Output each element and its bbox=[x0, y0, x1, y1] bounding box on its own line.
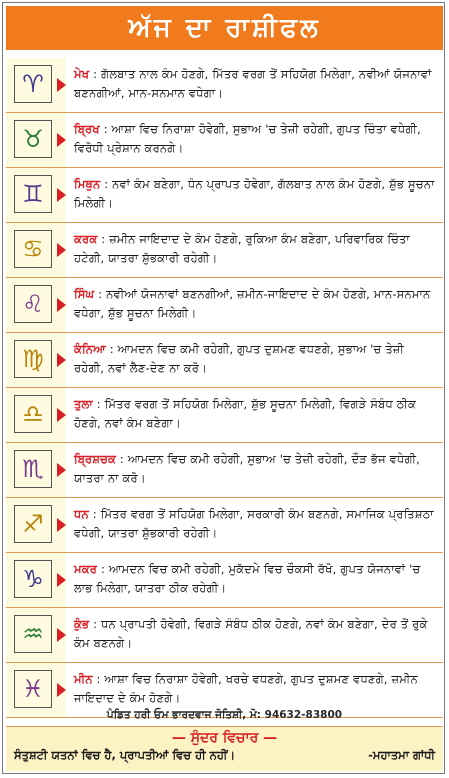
capricorn-icon bbox=[14, 560, 52, 598]
sign-icon-box bbox=[6, 498, 66, 552]
prediction-body: : ਨਵੀਆਂ ਯੋਜਨਾਵਾਂ ਬਣਨਗੀਆਂ, ਜ਼ਮੀਨ-ਜਾਇਦਾਦ ਦੇ ਕੰਮ ਹੋਣਗੇ, ਮਾਨ-ਸਨਮਾਨ ਵਧੇਗਾ, ਸ਼ੁੱਭ ਸੂਚਨਾ ਮਿਲੇਗੀ। bbox=[74, 287, 431, 320]
scorpio-icon bbox=[14, 450, 52, 488]
horoscope-row bbox=[6, 58, 443, 113]
prediction-text bbox=[66, 333, 443, 387]
sign-name: ਬ੍ਰਿਖ bbox=[74, 122, 100, 136]
prediction-body: : ਆਮਦਨ ਵਿਚ ਕਮੀ ਰਹੇਗੀ, ਮੁਕੱਦਮੇ ਵਿਚ ਚੌਕਸੀ ਰੱਖੋ, ਗੁਪਤ ਯੋਜਨਾਵਾਂ 'ਚ ਲਾਭ ਮਿਲੇਗਾ, ਯਾਤਰਾ ਠੀਕ ਰਹੇਗੀ। bbox=[74, 562, 421, 595]
sign-icon-box bbox=[6, 443, 66, 497]
prediction-body: : ਨਵਾਂ ਕੰਮ ਬਣੇਗਾ, ਧੰਨ ਪ੍ਰਾਪਤ ਹੋਵੇਗਾ, ਗੱਲਬਾਤ ਨਾਲ ਕੰਮ ਹੋਣਗੇ, ਸ਼ੁੱਭ ਸੂਚਨਾ ਮਿਲੇਗੀ। bbox=[74, 177, 435, 210]
sign-name: ਕੁੰਭ bbox=[74, 617, 90, 631]
prediction-text bbox=[66, 223, 443, 277]
sign-name: ਸਿੰਘ bbox=[74, 287, 95, 301]
sign-glyph: ♍ bbox=[22, 345, 44, 373]
sign-icon-box bbox=[6, 58, 66, 112]
quote-text: ਸੰਤੁਸ਼ਟੀ ਯਤਨਾਂ ਵਿਚ ਹੈ, ਪ੍ਰਾਪਤੀਆਂ ਵਿਚ ਹੀ ਨਹੀਂ। bbox=[14, 748, 236, 762]
horoscope-row bbox=[6, 278, 443, 333]
virgo-icon bbox=[14, 340, 52, 378]
taurus-icon bbox=[14, 120, 52, 158]
prediction-body: : ਮਿੱਤਰ ਵਰਗ ਤੋਂ ਸਹਿਯੋਗ ਮਿਲੇਗਾ, ਸ਼ੁੱਭ ਸੂਚਨਾ ਮਿਲੇਗੀ, ਵਿਗੜੇ ਸੰਬੰਧ ਠੀਕ ਹੋਣਗੇ, ਨਵਾਂ ਕੰਮ ਬਣੇਗਾ। bbox=[74, 397, 416, 430]
astrologer-credit: ਪੰਡਿਤ ਹਰੀ ਓਮ ਭਾਰਦਵਾਜ ਜੋਤਿਸ਼ੀ, ਮੋ: 94632-83800 bbox=[6, 704, 443, 727]
prediction-body: : ਆਮਦਨ ਵਿਚ ਕਮੀ ਰਹੇਗੀ, ਸੁਭਾਅ 'ਚ ਤੇਜ਼ੀ ਰਹੇਗੀ, ਦੌੜ ਭੱਜ ਵਧੇਗੀ, ਯਾਤਰਾ ਨਾ ਕਰੋ। bbox=[74, 452, 420, 485]
horoscope-row bbox=[6, 443, 443, 498]
quote-title: — ਸੁੰਦਰ ਵਿਚਾਰ — bbox=[171, 730, 278, 746]
pointer-arrow-icon bbox=[57, 78, 66, 92]
sign-glyph: ♊ bbox=[22, 180, 44, 208]
prediction-text bbox=[66, 388, 443, 442]
horoscope-row bbox=[6, 333, 443, 388]
quote-line bbox=[6, 746, 443, 763]
pointer-arrow-icon bbox=[57, 133, 66, 147]
pointer-arrow-icon bbox=[57, 518, 66, 532]
prediction-body: : ਆਮਦਨ ਵਿਚ ਕਮੀ ਰਹੇਗੀ, ਗੁਪਤ ਦੁਸ਼ਮਣ ਵਧਣਗੇ, ਸੁਭਾਅ 'ਚ ਤੇਜ਼ੀ ਰਹੇਗੀ, ਨਵਾਂ ਲੈਣ-ਦੇਣ ਨਾ ਕਰੋ। bbox=[74, 342, 405, 375]
quote-author: -ਮਹਾਤਮਾ ਗਾਂਧੀ bbox=[368, 748, 435, 762]
page-title: ਅੱਜ ਦਾ ਰਾਸ਼ੀਫਲ bbox=[128, 12, 321, 43]
prediction-body: : ਆਸ਼ਾ ਵਿਚ ਨਿਰਾਸ਼ਾ ਹੋਵੇਗੀ, ਖਰਚੇ ਵਧਣਗੇ, ਗੁਪਤ ਦੁਸ਼ਮਣ ਵਧਣਗੇ, ਜ਼ਮੀਨ ਜਾਇਦਾਦ ਦੇ ਕੰਮ ਹੋਣਗੇ। bbox=[74, 672, 418, 705]
sign-name: ਕਰਕ bbox=[74, 232, 98, 246]
sagittarius-icon bbox=[14, 505, 52, 543]
pointer-arrow-icon bbox=[57, 628, 66, 642]
sign-name: ਤੁਲਾ bbox=[74, 397, 93, 411]
horoscope-list bbox=[6, 58, 443, 718]
pointer-arrow-icon bbox=[57, 298, 66, 312]
sign-glyph: ♉ bbox=[22, 125, 44, 153]
prediction-body: : ਮਿੱਤਰ ਵਰਗ ਤੋਂ ਸਹਿਯੋਗ ਮਿਲੇਗਾ, ਸਰਕਾਰੀ ਕੰਮ ਬਣਨਗੇ, ਸਮਾਜਿਕ ਪ੍ਰਤਿਸ਼ਠਾ ਵਧੇਗੀ, ਯਾਤਰਾ ਸ਼ੁੱਭਕਾਰੀ ਰਹੇਗੀ। bbox=[74, 507, 434, 540]
sign-name: ਮਿਥੁਨ bbox=[74, 177, 101, 191]
prediction-text bbox=[66, 113, 443, 167]
prediction-body: : ਜ਼ਮੀਨ ਜਾਇਦਾਦ ਦੇ ਕੰਮ ਹੋਣਗੇ, ਰੁਕਿਆ ਕੰਮ ਬਣੇਗਾ, ਪਰਿਵਾਰਿਕ ਚਿੰਤਾ ਹਟੇਗੀ, ਯਾਤਰਾ ਸ਼ੁੱਭਕਾਰੀ ਰਹੇਗੀ। bbox=[74, 232, 410, 265]
pointer-arrow-icon bbox=[57, 243, 66, 257]
horoscope-row bbox=[6, 168, 443, 223]
pointer-arrow-icon bbox=[57, 683, 66, 697]
horoscope-row bbox=[6, 553, 443, 608]
prediction-body: : ਆਸ਼ਾ ਵਿਚ ਨਿਰਾਸ਼ਾ ਹੋਵੇਗੀ, ਸੁਭਾਅ 'ਚ ਤੇਜ਼ੀ ਰਹੇਗੀ, ਗੁਪਤ ਚਿੰਤਾ ਵਧੇਗੀ, ਵਿਰੋਧੀ ਪ੍ਰੇਸ਼ਾਨ ਕਰਨਗੇ। bbox=[74, 122, 421, 155]
prediction-text bbox=[66, 443, 443, 497]
sign-glyph: ♎ bbox=[22, 400, 44, 428]
leo-icon bbox=[14, 285, 52, 323]
prediction-body: : ਧਨ ਪ੍ਰਾਪਤੀ ਹੋਵੇਗੀ, ਵਿਗੜੇ ਸੰਬੰਧ ਠੀਕ ਹੋਣਗੇ, ਨਵਾਂ ਕੰਮ ਬਣੇਗਾ, ਦੇਰ ਤੋਂ ਰੁਕੇ ਕੰਮ ਬਣਨਗੇ। bbox=[74, 617, 428, 650]
sign-name: ਬ੍ਰਿਸ਼ਚਕ bbox=[74, 452, 117, 466]
horoscope-row bbox=[6, 608, 443, 663]
prediction-text bbox=[66, 553, 443, 607]
sign-glyph: ♋ bbox=[22, 235, 44, 263]
sign-glyph: ♓ bbox=[22, 675, 44, 703]
horoscope-row bbox=[6, 498, 443, 553]
pointer-arrow-icon bbox=[57, 188, 66, 202]
pointer-arrow-icon bbox=[57, 573, 66, 587]
sign-icon-box bbox=[6, 333, 66, 387]
sign-icon-box bbox=[6, 223, 66, 277]
prediction-text bbox=[66, 498, 443, 552]
sign-glyph: ♏ bbox=[22, 455, 44, 483]
pointer-arrow-icon bbox=[57, 408, 66, 422]
horoscope-row bbox=[6, 388, 443, 443]
sign-icon-box bbox=[6, 168, 66, 222]
sign-icon-box bbox=[6, 278, 66, 332]
gemini-icon bbox=[14, 175, 52, 213]
sign-icon-box bbox=[6, 113, 66, 167]
sign-glyph: ♌ bbox=[22, 290, 44, 318]
sign-name: ਮੇਖ bbox=[74, 67, 90, 81]
sign-icon-box bbox=[6, 553, 66, 607]
sign-name: ਕੰਨਿਆ bbox=[74, 342, 106, 356]
libra-icon bbox=[14, 395, 52, 433]
horoscope-row bbox=[6, 223, 443, 278]
sign-glyph: ♈ bbox=[22, 70, 44, 98]
horoscope-row bbox=[6, 113, 443, 168]
sign-icon-box bbox=[6, 388, 66, 442]
prediction-text bbox=[66, 58, 443, 112]
sign-name: ਧਨ bbox=[74, 507, 89, 521]
prediction-text bbox=[66, 168, 443, 222]
pisces-icon bbox=[14, 670, 52, 708]
prediction-text bbox=[66, 278, 443, 332]
header-banner bbox=[6, 6, 443, 50]
prediction-text bbox=[66, 608, 443, 662]
sign-glyph: ♑ bbox=[22, 565, 44, 593]
sign-glyph: ♐ bbox=[22, 510, 44, 538]
aquarius-icon bbox=[14, 615, 52, 653]
sign-glyph: ♒ bbox=[22, 620, 44, 648]
pointer-arrow-icon bbox=[57, 353, 66, 367]
prediction-body: : ਗੱਲਬਾਤ ਨਾਲ ਕੰਮ ਹੋਣਗੇ, ਮਿੱਤਰ ਵਰਗ ਤੋਂ ਸਹਿਯੋਗ ਮਿਲੇਗਾ, ਨਵੀਆਂ ਯੋਜਨਾਵਾਂ ਬਣਨਗੀਆਂ, ਮਾਨ-ਸਨਮਾਨ ਵਧੇਗਾ। bbox=[74, 67, 432, 100]
cancer-icon bbox=[14, 230, 52, 268]
aries-icon bbox=[14, 65, 52, 103]
quote-box bbox=[6, 727, 443, 771]
sign-icon-box bbox=[6, 608, 66, 662]
sign-name: ਮੀਨ bbox=[74, 672, 93, 686]
sign-name: ਮਕਰ bbox=[74, 562, 98, 576]
pointer-arrow-icon bbox=[57, 463, 66, 477]
